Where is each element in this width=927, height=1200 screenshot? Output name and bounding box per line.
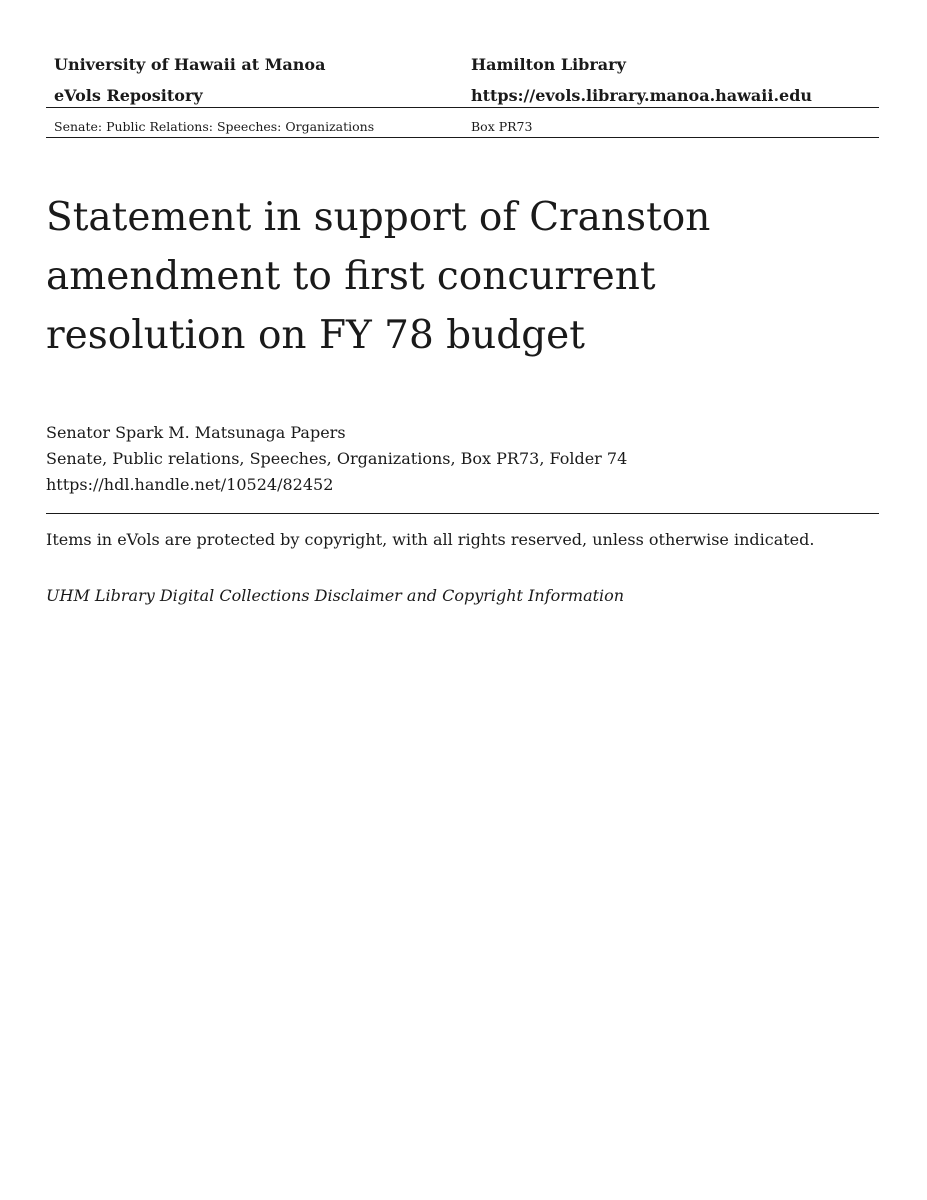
header-row-2: [46, 83, 879, 114]
collection-path: Senate: Public Relations: Speeches: Organizations: [54, 119, 375, 134]
box-label: Box PR73: [471, 119, 533, 134]
handle-link[interactable]: https://hdl.handle.net/10524/82452: [46, 475, 334, 494]
repository-url[interactable]: https://evols.library.manoa.hawaii.edu: [471, 86, 813, 105]
cover-header: [46, 52, 879, 114]
repository-name: eVols Repository: [54, 86, 203, 105]
header-row-1: [46, 52, 879, 83]
document-metadata: [46, 420, 627, 498]
institution-name: University of Hawaii at Manoa: [54, 55, 326, 74]
rights-statement: Items in eVols are protected by copyright, with all rights reserved, unless otherwise indicated.: [46, 530, 815, 549]
header-divider-bottom: [46, 137, 879, 138]
library-name: Hamilton Library: [471, 55, 626, 74]
collection-info-row: [46, 116, 879, 138]
disclaimer-link[interactable]: UHM Library Digital Collections Disclaimer and Copyright Information: [46, 586, 625, 605]
folder-location: Senate, Public relations, Speeches, Organizations, Box PR73, Folder 74: [46, 449, 628, 468]
collection-name: Senator Spark M. Matsunaga Papers: [46, 423, 346, 442]
header-divider-top: [46, 107, 879, 108]
metadata-divider: [46, 513, 879, 514]
document-title: Statement in support of Cranston amendment to first concurrent resolution on FY 78 budget: [46, 195, 711, 358]
